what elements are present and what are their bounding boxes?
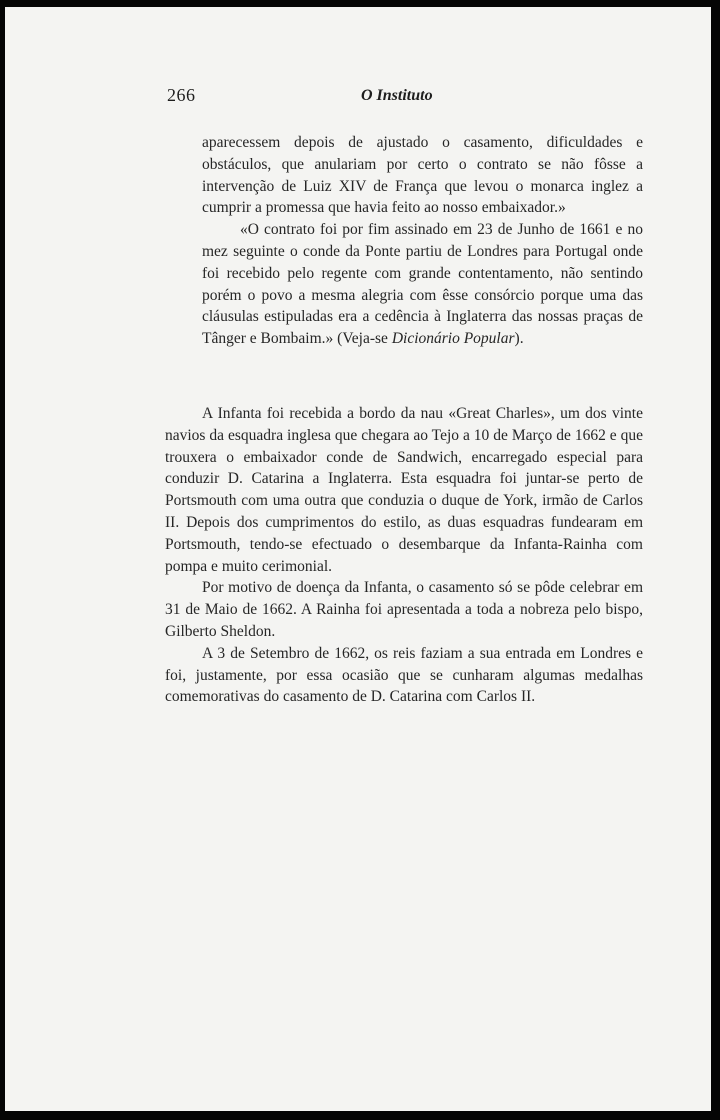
quote-paragraph-1: aparecessem depois de ajustado o casamento, dificuldades e obstáculos, que anulariam por certo o contrato se não fôsse a intervenção de Luiz XIV de França que levou o monarca inglez a cumprir a promessa que havia feito ao nosso embaixador.» (202, 134, 643, 217)
quoted-passage (202, 132, 643, 350)
body-paragraph-2: Por motivo de doença da Infanta, o casamento só se pôde celebrar em 31 de Maio de 1662. A Rainha foi apresentada a toda a nobreza pelo bispo, Gilberto Sheldon. (165, 579, 643, 640)
book-page (5, 7, 711, 1111)
running-title: O Instituto (361, 87, 433, 104)
body-text (165, 403, 643, 708)
page-header (5, 85, 711, 115)
quote-paragraph-2-end: ). (514, 330, 524, 348)
page-number: 266 (167, 85, 196, 105)
body-paragraph-3: A 3 de Setembro de 1662, os reis faziam a sua entrada em Londres e foi, justamente, por essa ocasião que se cunharam algumas medalhas comemorativas do casamento de D. Catarina com Carlos II. (165, 644, 643, 706)
body-paragraph-1: A Infanta foi recebida a bordo da nau «Great Charles», um dos vinte navios da esquadra inglesa que chegara ao Tejo a 10 de Março de 1662 e que trouxera o embaixador conde de Sandwich, encarregado especial para conduzir D. Catarina a Inglaterra. Esta esquadra foi juntar-se perto de Portsmouth com uma outra que conduzia o duque de York, irmão de Carlos II. Depois dos cumprimentos do estilo, as duas esquadras fundearam em Portsmouth, tendo-se efectuado o desembarque da Infanta-Rainha com pompa e muito cerimonial. (165, 405, 643, 575)
quote-paragraph-2-text: «O contrato foi por fim assinado em 23 de Junho de 1661 e no mez seguinte o conde da Ponte partiu de Londres para Portugal onde foi recebido pelo regente com grande contentamento, não sentindo porém o povo a mesma alegria com êsse consórcio porque uma das cláusulas estipuladas era a cedência à Inglaterra das nossas praças de Tânger e Bombaim.» (Veja-se (202, 221, 643, 348)
source-reference: Dicionário Popular (391, 330, 515, 348)
quote-paragraph-2 (202, 219, 643, 350)
